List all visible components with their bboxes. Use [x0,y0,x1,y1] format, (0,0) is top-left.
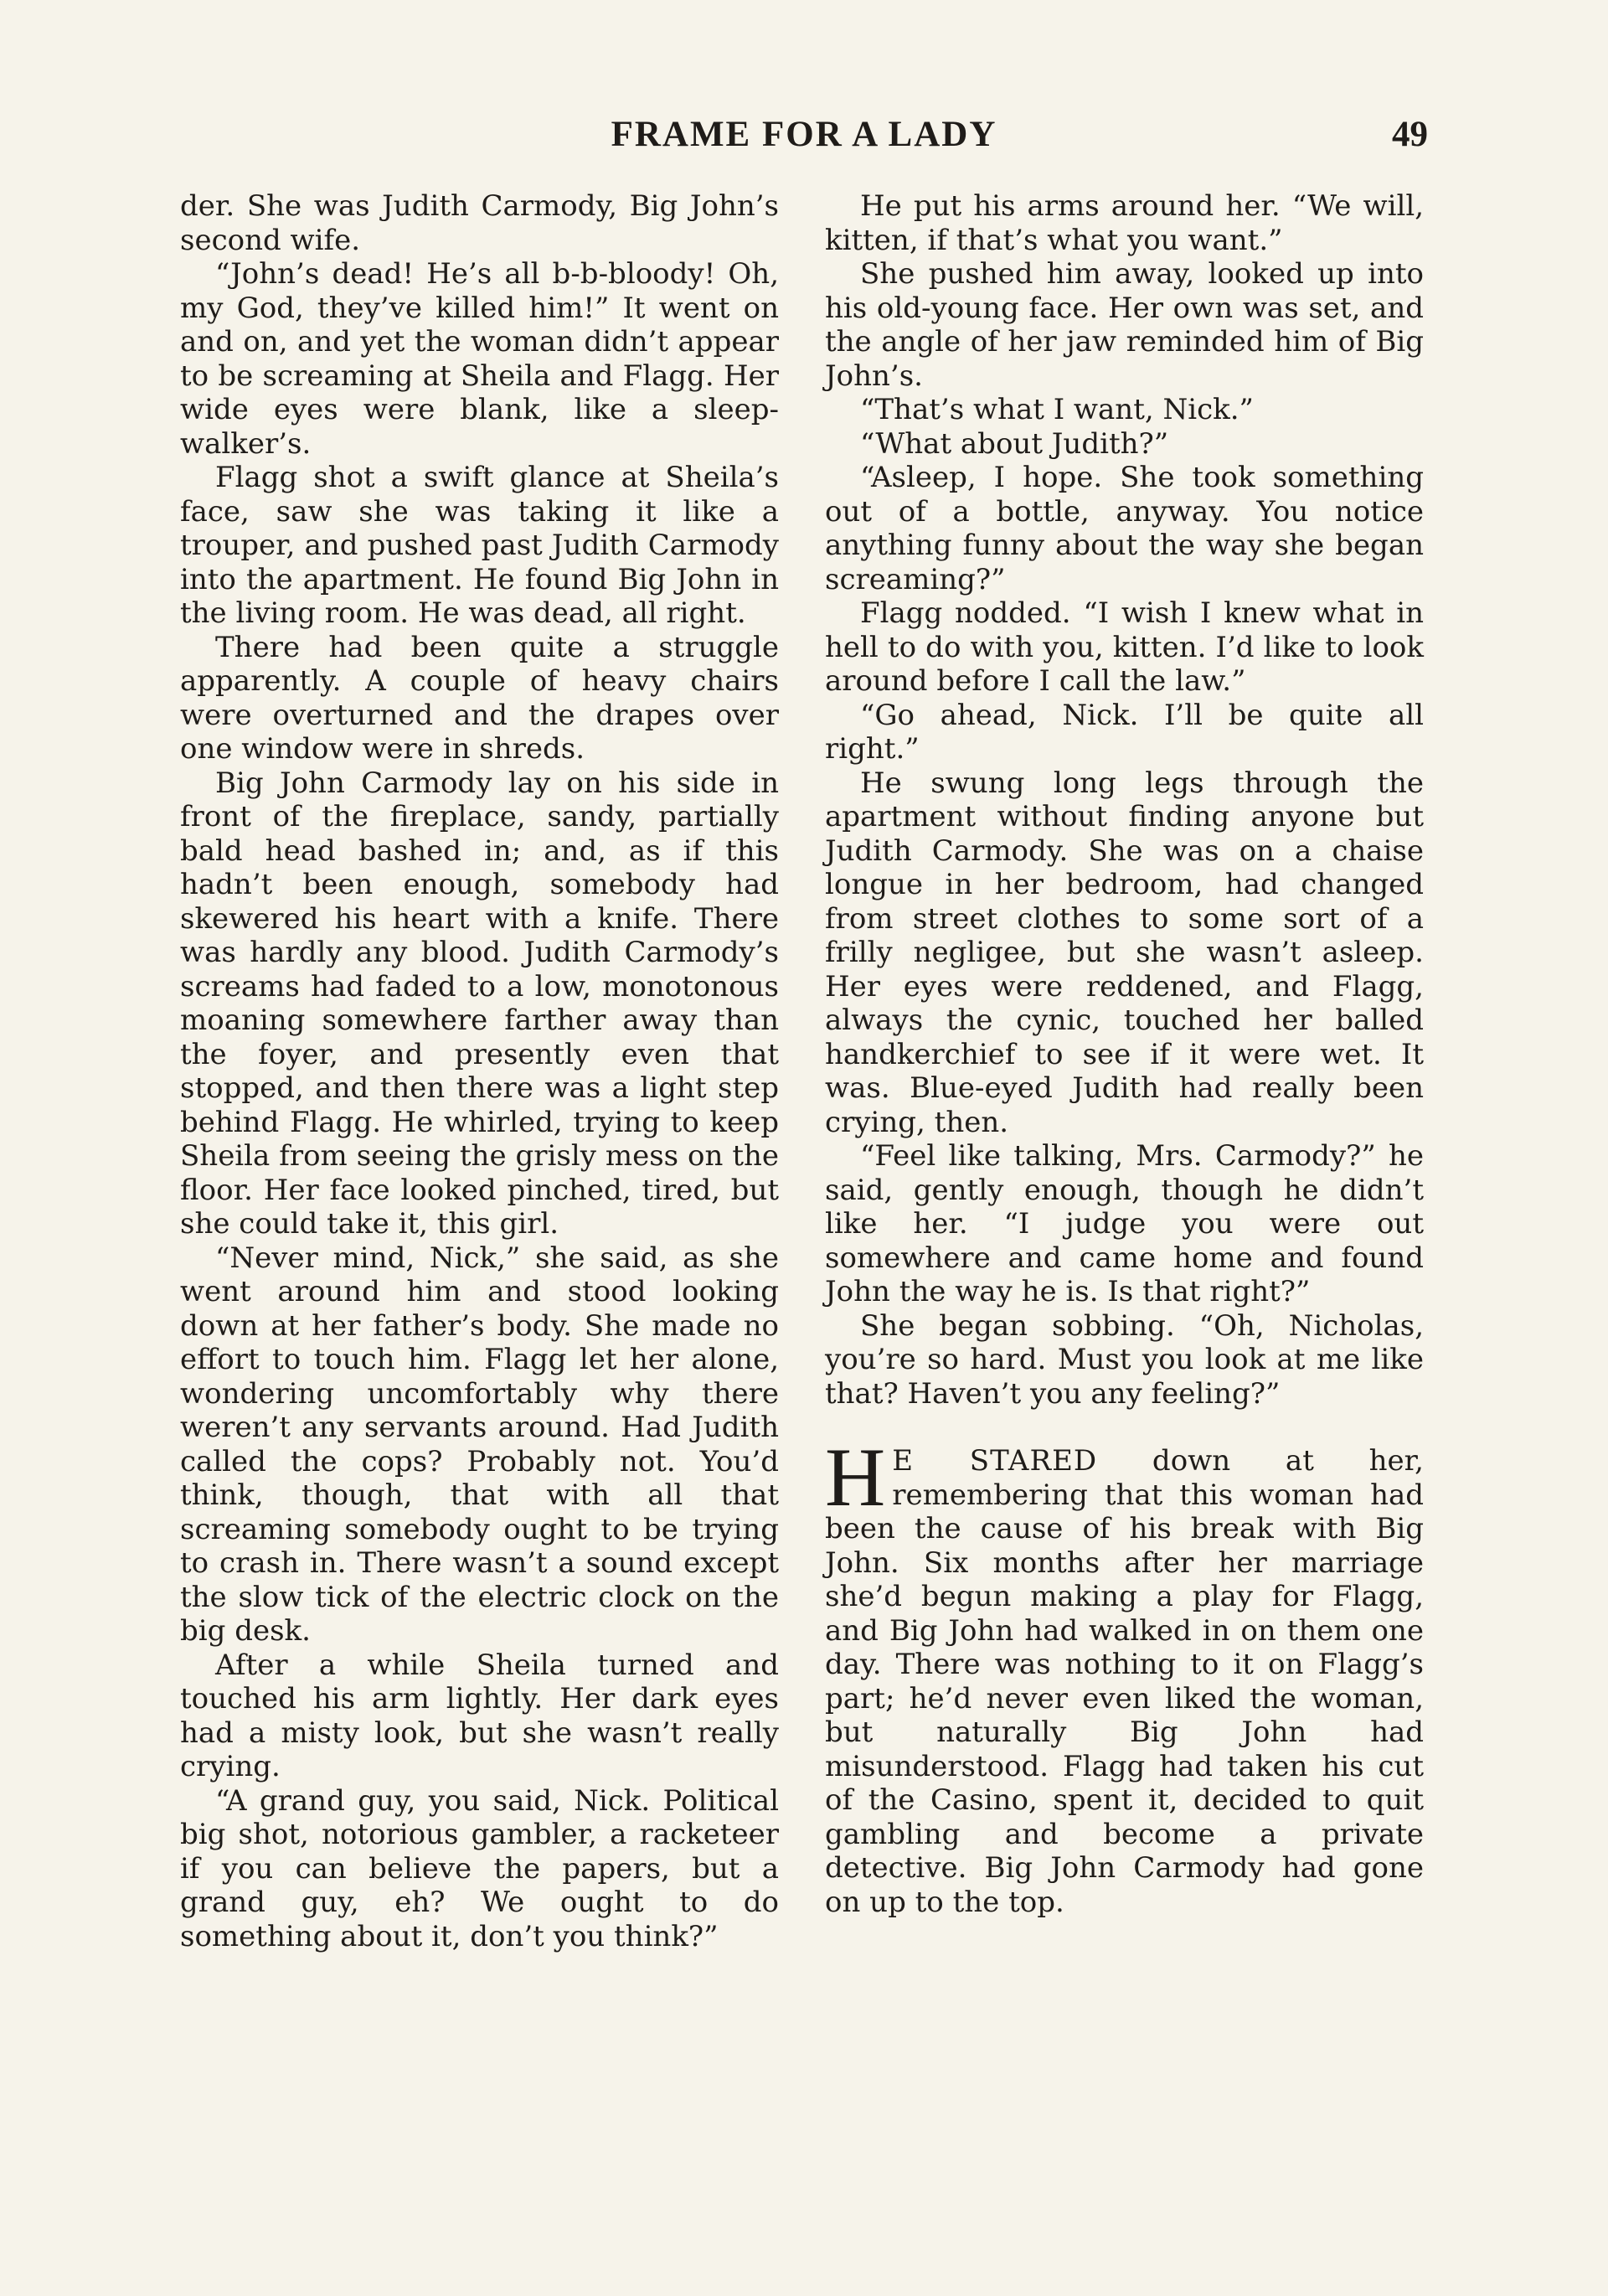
page-header [180,114,1428,161]
page-number: 49 [1392,115,1428,154]
left-column [180,189,779,1953]
paragraph: “A grand guy, you said, Nick. Political big shot, notorious gambler, a racketeer if you can believe the papers, but a grand guy, eh? We ought to do something about it, don’t you think?” [180,1783,779,1953]
paragraph: He swung long legs through the apartment without finding anyone but Judith Carmody. She was on a chaise longue in her bedroom, had changed from street clothes to some sort of a frilly negligee, but she wasn’t asleep. Her eyes were reddened, and Flagg, always the cynic, touched her balled handkerchief to see if it were wet. It was. Blue-eyed Judith had really been crying, then. [825,766,1424,1139]
paragraph: Big John Carmody lay on his side in front of the fireplace, sandy, partially bald head bashed in; and, as if this hadn’t been enough, somebody had skewered his heart with a knife. There was hardly any blood. Judith Carmody’s screams had faded to a low, monotonous moaning somewhere farther away than the foyer, and presently even that stopped, and then there was a light step behind Flagg. He whirled, trying to keep Sheila from seeing the grisly mess on the floor. Her face looked pinched, tired, but she could take it, this girl. [180,766,779,1241]
paragraph: “Go ahead, Nick. I’ll be quite all right.” [825,698,1424,766]
paragraph: “John’s dead! He’s all b-b-bloody! Oh, my God, they’ve killed him!” It went on and on, and yet the woman didn’t appear to be screaming at Sheila and Flagg. Her wide eyes were blank, like a sleep-walker’s. [180,257,779,461]
paragraph: “Never mind, Nick,” she said, as she went around him and stood looking down at her father’s body. She made no effort to touch him. Flagg let her alone, wondering uncomfortably why there weren’t any servants around. Had Judith called the cops? Probably not. You’d think, though, that with all that screaming somebody ought to be trying to crash in. There wasn’t a sound except the slow tick of the electric clock on the big desk. [180,1241,779,1648]
paragraph: “Feel like talking, Mrs. Carmody?” he said, gently enough, though he didn’t like her. “I judge you were out somewhere and came home and found John the way he is. Is that right?” [825,1139,1424,1308]
paragraph: der. She was Judith Carmody, Big John’s second wife. [180,189,779,257]
paragraph: She began sobbing. “Oh, Nicholas, you’re so hard. Must you look at me like that? Haven’t you any feeling?” [825,1308,1424,1411]
paragraph: After a while Sheila turned and touched his arm lightly. Her dark eyes had a misty look, but she wasn’t really crying. [180,1648,779,1783]
paragraph: She pushed him away, looked up into his old-young face. Her own was set, and the angle of her jaw reminded him of Big John’s. [825,257,1424,393]
running-title: FRAME FOR A LADY [611,115,997,154]
paragraph: “Asleep, I hope. She took something out of a bottle, anyway. You notice anything funny about the way she began screaming?” [825,461,1424,596]
right-column [825,189,1424,1919]
paragraph: “That’s what I want, Nick.” [860,393,1254,426]
paragraph: “What about Judith?” [860,426,1169,461]
section-paragraph [825,1431,1424,1919]
lead-in: E STARED [892,1444,1098,1478]
paragraph: Flagg shot a swift glance at Sheila’s face, saw she was taking it like a trouper, and pushed past Judith Carmody into the apartment. He found Big John in the living room. He was dead, all right. [180,461,779,630]
paragraph: He put his arms around her. “We will, kitten, if that’s what you want.” [825,189,1424,257]
paragraph: Flagg nodded. “I wish I knew what in hell to do with you, kitten. I’d like to look around before I call the law.” [825,596,1424,698]
paragraph: There had been quite a struggle apparently. A couple of heavy chairs were overturned and the drapes over one window were in shreds. [180,630,779,766]
section-text: down at her, remembering that this woman had been the cause of his break with Big John. Six months after her marriage she’d begun making a play for Flagg, and Big John had walked in on them one day. There was nothing to it on Flagg’s part; he’d never even liked the woman, but naturally Big John had misunderstood. Flagg had taken his cut of the Casino, spent it, decided to quit gambling and become a private detective. Big John Carmody had gone on up to the top. [825,1444,1424,1919]
drop-cap: H [825,1431,886,1524]
